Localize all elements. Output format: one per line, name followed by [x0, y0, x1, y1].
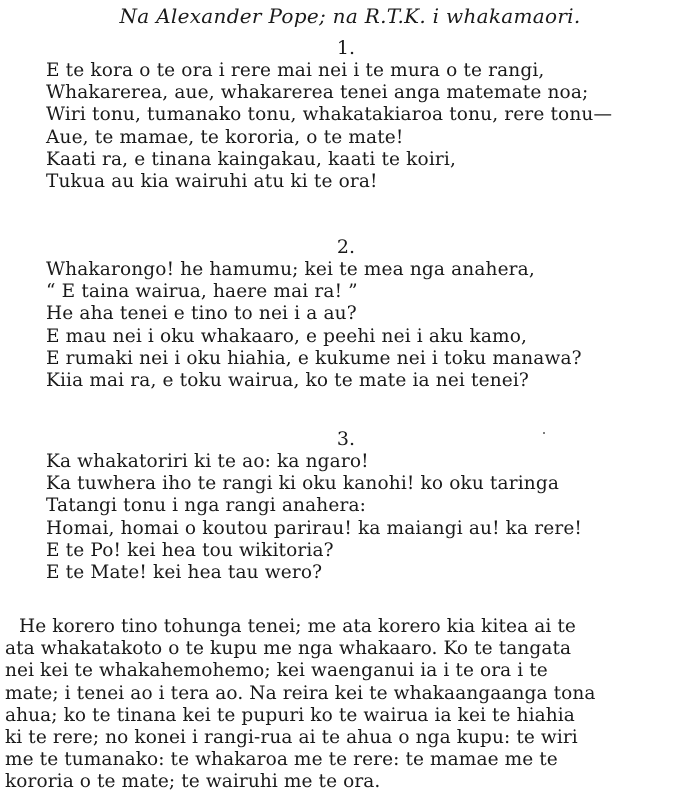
verse-line: Ka whakatoriri ki te ao: ka ngaro!	[46, 451, 369, 472]
stanza-number: 2.	[336, 236, 356, 258]
verse-line: Ka tuwhera iho te rangi ki oku kanohi! ko oku taringa	[46, 473, 559, 495]
stanza-3	[46, 428, 700, 584]
prose-line: ki te rere; no konei i rangi-rua ai te ahua o nga kupu: te wiri	[5, 727, 578, 749]
verse-line: Homai, homai o koutou parirau! ka maiangi au! ka rere!	[46, 517, 583, 539]
verse-line: E te Po! kei hea tou wikitoria?	[46, 539, 334, 561]
verse-line: Wiri tonu, tumanako tonu, whakatakiaroa tonu, rere tonu—	[46, 104, 613, 126]
prose-line: nei kei te whakahemohemo; kei waenganui ia i te ora i te	[5, 660, 548, 682]
stanza-number: 1.	[336, 37, 356, 59]
prose-line: ata whakatakoto o te kupu me nga whakaaro. Ko te tangata	[5, 638, 572, 660]
prose-line: ahua; ko te tinana kei te pupuri ko te wairua ia kei te hiahia	[5, 704, 575, 726]
verse-line: Whakarerea, aue, whakarerea tenei anga matemate noa;	[46, 82, 589, 104]
poem-attribution: Na Alexander Pope; na R.T.K. i whakamaori.	[119, 4, 581, 28]
verse-line: Aue, te mamae, te kororia, o te mate!	[46, 126, 404, 148]
commentary-paragraph	[5, 616, 695, 794]
verse-line: He aha tenei e tino to nei i a au?	[46, 303, 357, 325]
prose-line: He korero tino tohunga tenei; me ata korero kia kitea ai te	[19, 616, 576, 637]
verse-line: E mau nei i oku whakaaro, e peehi nei i aku kamo,	[46, 325, 528, 347]
verse-line: Tukua au kia wairuhi atu ki te ora!	[46, 171, 378, 193]
verse-line: “ E taina wairua, haere mai ra! ”	[46, 281, 358, 303]
verse-line: E te Mate! kei hea tau wero?	[46, 562, 323, 584]
stanza-number: 3.	[336, 428, 356, 450]
verse-line: E rumaki nei i oku hiahia, e kukume nei i toku manawa?	[46, 347, 582, 369]
prose-line: me te tumanako: te whakaroa me te rere: te mamae me te	[5, 749, 558, 771]
verse-line: Kiia mai ra, e toku wairua, ko te mate ia nei tenei?	[46, 370, 530, 392]
stanza-2	[46, 236, 700, 392]
prose-line: kororia o te mate; te wairuhi me te ora.	[5, 771, 381, 793]
stanza-1	[46, 37, 700, 193]
prose-line: mate; i tenei ao i tera ao. Na reira kei te whakaangaanga tona	[5, 682, 596, 704]
verse-line: Kaati ra, e tinana kaingakau, kaati te koiri,	[46, 148, 456, 170]
verse-line: Whakarongo! he hamumu; kei te mea nga anahera,	[46, 259, 535, 280]
verse-line: E te kora o te ora i rere mai nei i te mura o te rangi,	[46, 60, 545, 81]
verse-line: Tatangi tonu i nga rangi anahera:	[46, 495, 367, 517]
